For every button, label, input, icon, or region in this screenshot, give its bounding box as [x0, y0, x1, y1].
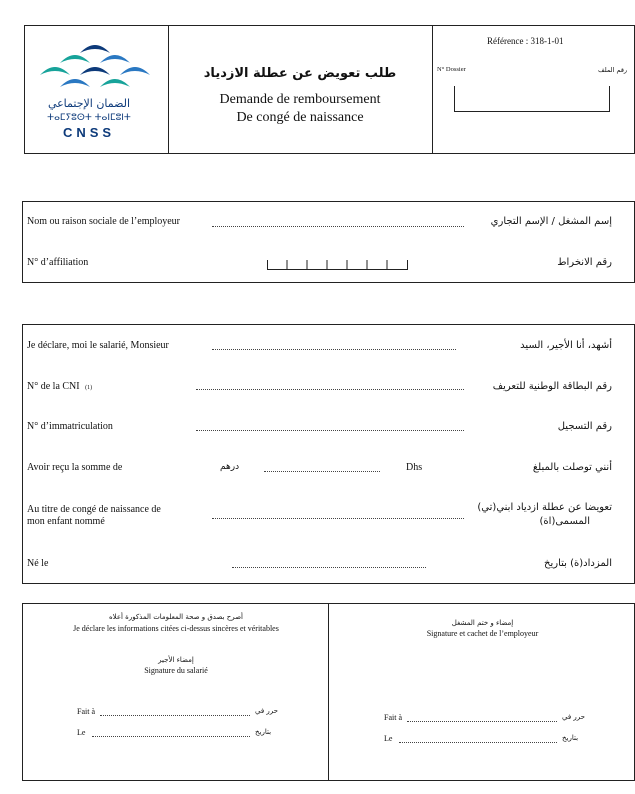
- titre-label-line1: Au titre de congé de naissance de: [27, 504, 161, 515]
- signature-employeur-fr: Signature et cachet de l’employeur: [426, 629, 539, 638]
- immatriculation-field[interactable]: [196, 430, 464, 431]
- title-arabic: طلب تعويض عن عطلة الازدياد: [203, 66, 397, 81]
- cni-label-ar: رقم البطاقة الوطنية للتعريف: [492, 381, 612, 392]
- affiliation-label-ar: رقم الانخراط: [557, 257, 612, 268]
- employer-name-label: Nom ou raison sociale de l’employeur: [27, 216, 181, 227]
- title-french-line1: Demande de remboursement: [219, 92, 381, 107]
- header-divider-left: [168, 25, 169, 154]
- reference-label: Référence : 318-1-01: [487, 36, 564, 46]
- immatriculation-label-ar: رقم التسجيل: [557, 421, 612, 432]
- le-label-left: Le: [77, 728, 86, 737]
- ne-le-label: Né le: [27, 558, 49, 569]
- employer-section: [22, 201, 635, 283]
- header-divider-right: [432, 25, 433, 154]
- date-naissance-field[interactable]: [232, 567, 426, 568]
- cnss-logo: [30, 35, 160, 145]
- fait-a-label-right: Fait à: [384, 713, 402, 722]
- salarie-name-field[interactable]: [212, 349, 456, 350]
- le-field-left[interactable]: [92, 736, 250, 737]
- le-field-right[interactable]: [399, 742, 557, 743]
- signature-employeur-ar: إمضاء و ختم المشغل: [451, 619, 514, 627]
- declare-sincere-fr: Je déclare les informations citées ci-dessus sincères et véritables: [73, 624, 279, 633]
- dossier-number-field[interactable]: [454, 86, 610, 112]
- somme-field[interactable]: [264, 471, 380, 472]
- ne-le-label-ar: المزداد(ة) بتاريخ: [544, 558, 612, 569]
- fait-a-label-ar-right: حرر في: [562, 713, 585, 721]
- cni-field[interactable]: [196, 389, 464, 390]
- logo-tifinagh: ⵜⴰⵎⵢⵓⵙⵜ ⵜⴰⵏⵎⵓⵏⵜ: [47, 113, 131, 123]
- declare-sincere-ar: أصرح بصدق و صحة المعلومات المذكورة أعلاه: [108, 613, 243, 621]
- affiliation-label: N° d’affiliation: [27, 257, 89, 268]
- titre-label-line2: mon enfant nommé: [27, 516, 105, 527]
- affiliation-number-field[interactable]: [267, 260, 408, 270]
- enfant-name-field[interactable]: [212, 518, 464, 519]
- dossier-label-ar: رقم الملف: [598, 66, 628, 74]
- le-label-ar-right: بتاريخ: [562, 734, 579, 742]
- employer-name-field[interactable]: [212, 226, 464, 227]
- signature-salarie-ar: إمضاء الأجير: [158, 656, 194, 664]
- fait-a-field-left[interactable]: [100, 715, 250, 716]
- fait-a-field-right[interactable]: [407, 721, 557, 722]
- titre-label-ar-line2: المسمى(اة): [539, 516, 590, 527]
- le-label-right: Le: [384, 734, 393, 743]
- le-label-ar-left: بتاريخ: [255, 728, 272, 736]
- signature-salarie-fr: Signature du salarié: [144, 666, 208, 675]
- cni-note: (1): [85, 385, 93, 391]
- cni-label: [27, 381, 92, 392]
- declare-label-ar: أشهد، أنا الأجير، السيد: [520, 340, 612, 351]
- employer-name-label-ar: إسم المشغل / الإسم التجاري: [490, 216, 612, 227]
- titre-label-ar-line1: تعويضا عن عطلة ازدياد ابني(تي): [477, 502, 612, 513]
- fait-a-label-ar-left: حرر في: [255, 707, 278, 715]
- signatures-divider: [328, 603, 329, 781]
- dirham-label-ar: درهم: [220, 462, 240, 472]
- dhs-label: Dhs: [406, 462, 423, 473]
- cni-label-text: N° de la CNI: [27, 381, 80, 392]
- dossier-label: N° Dossier: [437, 66, 466, 73]
- fait-a-label-left: Fait à: [77, 707, 95, 716]
- title-french-line2: De congé de naissance: [236, 110, 364, 125]
- somme-label: Avoir reçu la somme de: [27, 462, 123, 473]
- logo-acronym: CNSS: [62, 125, 116, 140]
- cnss-birds-icon: [30, 35, 160, 95]
- somme-label-ar: أنني توصلت بالمبلغ: [532, 462, 612, 473]
- declare-label: Je déclare, moi le salarié, Monsieur: [27, 340, 169, 351]
- declaration-section: [22, 324, 635, 584]
- logo-arabic: الضمان الإجتماعي: [47, 97, 131, 110]
- immatriculation-label: N° d’immatriculation: [27, 421, 113, 432]
